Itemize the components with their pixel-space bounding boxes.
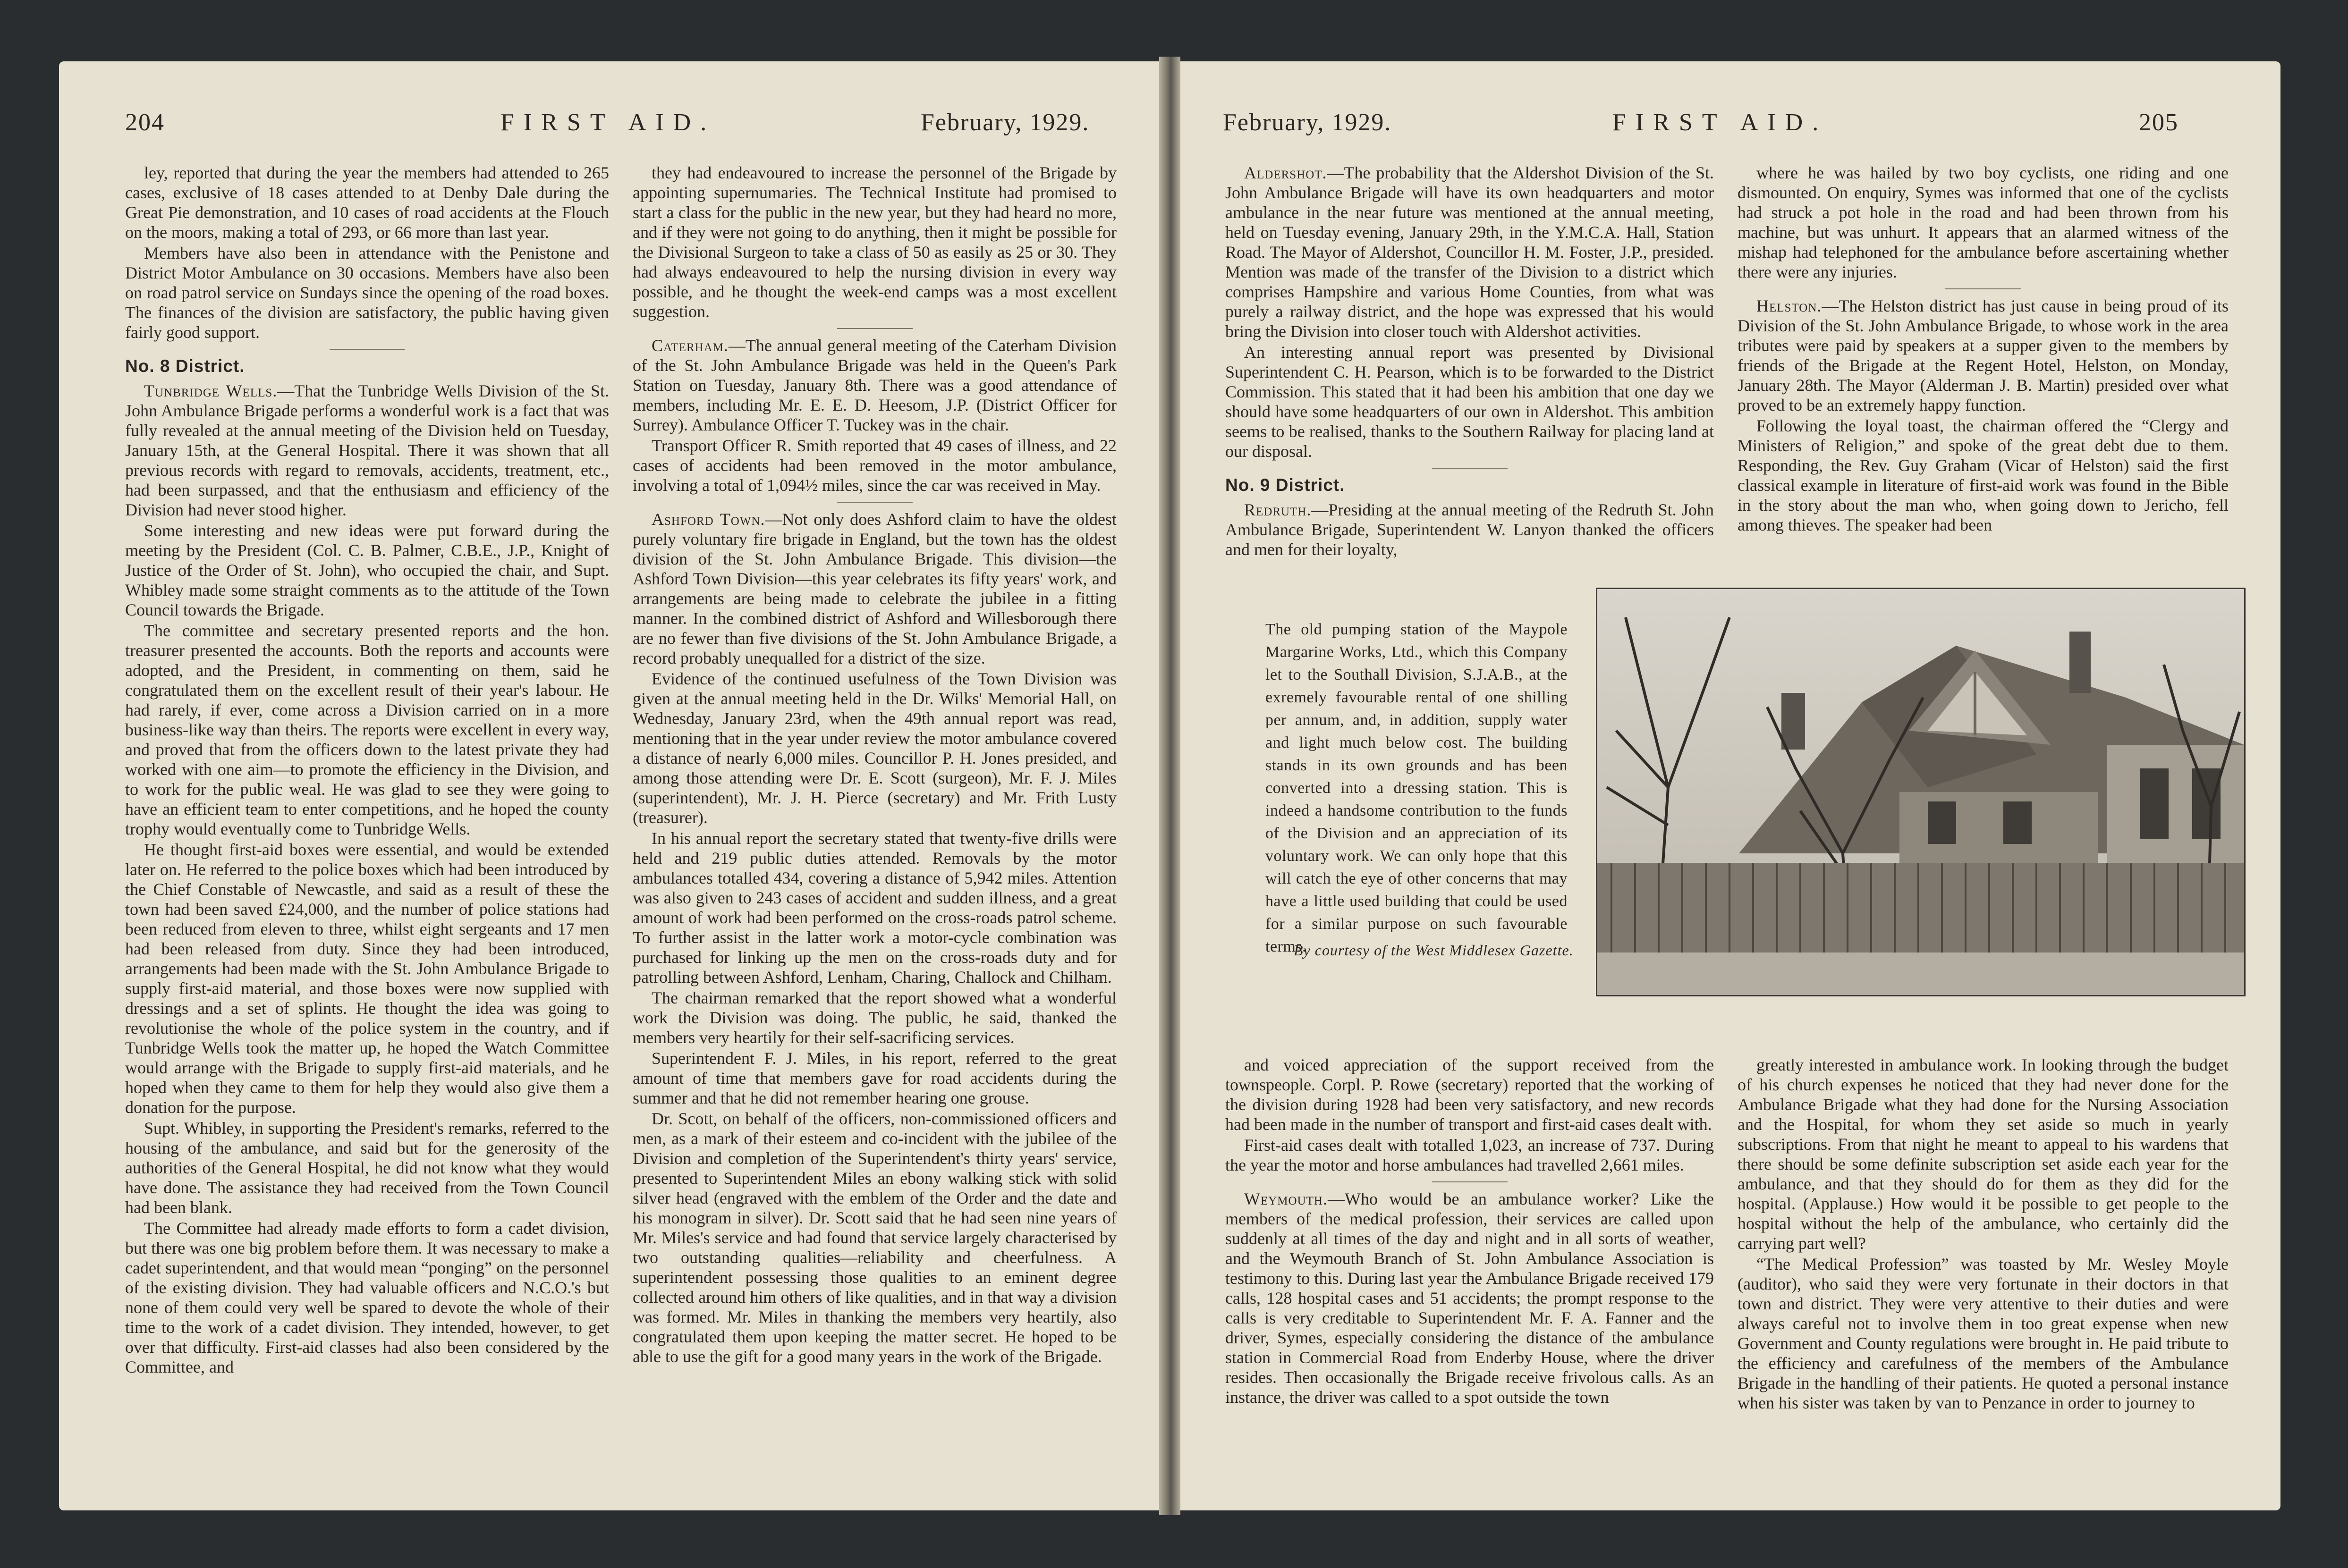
article-paragraph (633, 1048, 1117, 1108)
article-paragraph (633, 828, 1117, 987)
paragraph-text: In his annual report the secretary stated that twenty-five drills were held and 219 public duties attended. Removals by the motor ambulances totalled 434, covering a distance of 5,942 miles. Attention was also given to 243 cases of accident and sudden illness, and a great amount of work had been performed on the cross-roads patrol scheme. To further assist in the latter work a motor-cycle combination was purchased for linking up the men on the cross-roads duty and for patrolling between Ashford, Lenham, Charing, Challock and Chilham. (633, 829, 1117, 986)
paragraph-text: Supt. Whibley, in supporting the President's remarks, referred to the housing of the ambulance, and said but for the generosity of the authorities of the General Hospital, he did not know what they would have done. The assistance they had received from the Town Council had been blank. (125, 1119, 609, 1217)
article-paragraph (125, 521, 609, 620)
article-paragraph (1225, 1135, 1714, 1175)
page-number-left: 204 (125, 109, 165, 136)
place-name-lead: Tunbridge Wells. (144, 381, 278, 400)
right-bottom-column-1 (1225, 1055, 1714, 1487)
article-paragraph (125, 1218, 609, 1377)
article-paragraph (633, 988, 1117, 1047)
page-number-right: 205 (2139, 109, 2178, 136)
paragraph-text: ley, reported that during the year the members had attended to 265 cases, exclusive of 18 cases attended to at Denby Dale during the Great Pie demonstration, and 10 cases of road accidents at the Flouch on the moors, making a total of 293, or 66 more than last year. (125, 163, 609, 242)
book-spine (1159, 57, 1180, 1515)
paragraph-text: greatly interested in ambulance work. In looking through the budget of his church expenses he noticed that they had never done for the Ambulance Brigade what they had done for the Nursing Association and the Hospital, for whom they set aside so much in yearly subscriptions. From that night he meant to appeal to his wardens that there should be some definite subscription set aside each year for the ambulance, and that they should do for them as they did for the hospital. (Applause.) How would it be possible to get people to the hospital without the help of the ambulance, who certainly did the carrying part well? (1738, 1055, 2229, 1253)
paragraph-text: Superintendent F. J. Miles, in his report, referred to the great amount of time that members gave for road accidents during the summer and that he did not remember hearing one grouse. (633, 1049, 1117, 1107)
right-top-column-1 (1225, 163, 1714, 578)
paragraph-text: The Committee had already made efforts to form a cadet division, but there was one big problem before them. It was necessary to make a cadet superintendent, and that would mean “ponging” on the personnel of the existing division. They had valuable officers and N.C.O.'s but none of them could very well be spared to devote the whole of their time to the work of a cadet division. They intended, however, to get over that difficulty. First-aid classes had also been considered by the Committee, and (125, 1219, 609, 1376)
section-divider (837, 502, 913, 503)
article-paragraph (633, 336, 1117, 435)
article-paragraph (125, 381, 609, 520)
paragraph-text: An interesting annual report was presented by Divisional Superintendent C. H. Pearson, which is to be forwarded to the District Commission. This stated that it had been his ambition that one day we should have some headquarters of our own in Aldershot. This ambition seems to be realised, thanks to the Southern Railway for placing land at our disposal. (1225, 343, 1714, 461)
article-paragraph (1738, 296, 2229, 415)
article-paragraph (633, 436, 1117, 495)
article-paragraph (633, 669, 1117, 827)
right-top-column-2 (1738, 163, 2229, 578)
article-paragraph (1738, 163, 2229, 282)
place-name-lead: Helston. (1756, 296, 1822, 315)
paragraph-text: and voiced appreciation of the support received from the townspeople. Corpl. P. Rowe (secretary) reported that the working of the division during 1928 had been very satisfactory, and new records had been made in the number of transport and first-aid cases dealt with. (1225, 1055, 1714, 1134)
left-column-2 (633, 163, 1117, 1489)
paragraph-text: —Not only does Ashford claim to have the oldest purely voluntary fire brigade in England, but the town has the oldest division of the St. John Ambulance Brigade. This division—the Ashford Town Division—this year celebrates its fifty years' work, and arrangements are being made to celebrate the jubilee in a fitting manner. In the combined district of Ashford and Willesborough there are no fewer than five divisions of the St. John Ambulance Brigade, a record probably unequalled for a district of the size. (633, 510, 1117, 667)
paragraph-text: —Presiding at the annual meeting of the Redruth St. John Ambulance Brigade, Superintendent W. Lanyon thanked the officers and men for their loyalty, (1225, 500, 1714, 559)
article-paragraph (1225, 163, 1714, 341)
running-date-right: February, 1929. (1223, 109, 1392, 136)
paragraph-text: Transport Officer R. Smith reported that 49 cases of illness, and 22 cases of accidents had been removed in the motor ambulance, involving a total of 1,094½ miles, since the car was received in May. (633, 436, 1117, 495)
photo-credit: By courtesy of the West Middlesex Gazette. (1294, 942, 1574, 959)
article-paragraph (1225, 500, 1714, 559)
section-divider (837, 328, 913, 329)
paragraph-text: —The annual general meeting of the Caterham Division of the St. John Ambulance Brigade was held in the Queen's Park Station on Tuesday, January 8th. There was a good attendance of members, including Mr. E. E. D. Heesom, J.P. (District Officer for Surrey). Ambulance Officer T. Tuckey was in the chair. (633, 336, 1117, 434)
paragraph-text: Some interesting and new ideas were put forward during the meeting by the President (Col. C. B. Palmer, C.B.E., J.P., Knight of Justice of the Order of St. John), who occupied the chair, and Supt. Whibley made some straight comments as to the attitude of the Town Council towards the Brigade. (125, 521, 609, 619)
paragraph-text: Following the loyal toast, the chairman offered the “Clergy and Ministers of Religion,” and spoke of the great debt due to them. Responding, the Rev. Guy Graham (Vicar of Helston) said the first classical example in literature of first-aid work was found in the Bible in the story about the man who, when going down to Jericho, fell among thieves. The speaker had been (1738, 416, 2229, 534)
left-column-1 (125, 163, 609, 1489)
section-divider (1945, 288, 2021, 289)
section-divider (330, 349, 405, 350)
article-paragraph (1738, 416, 2229, 535)
place-name-lead: Redruth. (1244, 500, 1312, 519)
section-divider (1432, 1181, 1508, 1182)
article-paragraph (1738, 1055, 2229, 1253)
left-page (59, 61, 1159, 1510)
right-page (1180, 61, 2280, 1510)
article-paragraph (633, 1109, 1117, 1366)
running-title-left: FIRST AID. (500, 109, 716, 136)
house-illustration (1597, 589, 2244, 995)
right-bottom-column-2 (1738, 1055, 2229, 1487)
caption-text: The old pumping station of the Maypole Margarine Works, Ltd., which this Company let to the Southall Division, S.J.A.B., at the exremely favourable rental of one shilling per annum, and, in addition, supply water and light much below cost. The building stands in its own grounds and has been converted into a dressing station. This is indeed a handsome contribution to the funds of the Division and an appreciation of its voluntary work. We can only hope that this will catch the eye of other concerns that may have a little used building that could be used for a similar purpose on such favourable terms. (1265, 621, 1568, 955)
paragraph-text: —The probability that the Aldershot Division of the St. John Ambulance Brigade will have its own headquarters and motor ambulance in the near future was mentioned at the annual meeting, held on Tuesday evening, January 29th, in the Y.M.C.A. Hall, Station Road. The Mayor of Aldershot, Councillor H. M. Foster, J.P., presided. Mention was made of the transfer of the Division to a district which comprises Hampshire and various Home Counties, from what was purely a railway district, and the hope was expressed that his would bring the Division into closer touch with Aldershot activities. (1225, 163, 1714, 341)
paragraph-text: “The Medical Profession” was toasted by Mr. Wesley Moyle (auditor), who said they were very fortunate in their doctors in that town and district. They were very attentive to their duties and were always careful not to involve them in too great expense when new Government and County regulations were brought in. He paid tribute to the efficiency and carefulness of the members of the Ambulance Brigade in the handling of their patients. He quoted a personal instance when his sister was taken by van to Penzance in order to journey to (1738, 1255, 2229, 1412)
article-paragraph (125, 1118, 609, 1217)
article-paragraph (125, 840, 609, 1117)
article-paragraph (633, 163, 1117, 321)
place-name-lead: Aldershot. (1244, 163, 1327, 182)
district-heading: No. 9 District. (1225, 475, 1345, 495)
place-name-lead: Ashford Town. (652, 510, 765, 529)
running-title-right: FIRST AID. (1612, 109, 1828, 136)
article-paragraph (125, 163, 609, 242)
paragraph-text: He thought first-aid boxes were essential, and would be extended later on. He referred to the police boxes which had been introduced by the Chief Constable of Newcastle, and said as a result of these the town had been saved £24,000, and the number of police stations had been reduced from eleven to three, whilst eight sergeants and 17 men had been released from duty. Since they had been introduced, arrangements had been made with the St. John Ambulance Brigade to supply first-aid material, and those boxes were now supplied with dressings and a set of splints. He thought the idea was going to revolutionise the whole of the police system in the country, and if Tunbridge Wells took the matter up, he hoped the Watch Committee would arrange with the Brigade to supply first-aid materials, and he hoped when they came to them for help they would also give them a donation for the purpose. (125, 840, 609, 1117)
article-paragraph (125, 243, 609, 342)
paragraph-text: —Who would be an ambulance worker? Like the members of the medical profession, their services are called upon suddenly at all times of the day and night and in all sorts of weather, and the Weymouth Branch of St. John Ambulance Association is testimony to this. During last year the Ambulance Brigade received 179 calls, 128 hospital cases and 51 accidents; the prompt response to the calls is very creditable to Superintendent Mr. F. A. Fanner and the driver, Symes, especially considering the distance of the ambulance station in Commercial Road from Enderby House, where the driver resides. Then occasionally the Brigade receive frivolous calls. As an instance, the driver was called to a spot outside the town (1225, 1189, 1714, 1407)
paragraph-text: Dr. Scott, on behalf of the officers, non-commissioned officers and men, as a mark of their esteem and co-incident with the jubilee of the Division and completion of the Superintendent's thirty years' service, presented to Superintendent Miles an ebony walking stick with solid silver head (engraved with the emblem of the Order and the date and his monogram in silver). Dr. Scott said that he had seen nine years of Mr. Miles's service and had found that service largely characterised by two outstanding qualities—reliability and cheerfulness. A superintendent possessing those qualities to an eminent degree collected around him others of like qualities, and in that way a division was formed. Mr. Miles in thanking the members very heartily, also congratulated them upon keeping the matter secret. He hoped to be able to use the gift for a good many years in the work of the Brigade. (633, 1109, 1117, 1366)
article-paragraph (1225, 342, 1714, 461)
article-paragraph (1225, 1055, 1714, 1134)
paragraph-text: they had endeavoured to increase the personnel of the Brigade by appointing supernumaries. The Technical Institute had promised to start a class for the public in the new year, but they had heard no more, and if they were not going to do anything, then it might be possible for the Divisional Surgeon to take a class of 50 as easily as 25 or 30. They had always endeavoured to help the nursing division in every way possible, and he thought the week-end camps was a most excellent suggestion. (633, 163, 1117, 321)
paragraph-text: —That the Tunbridge Wells Division of the St. John Ambulance Brigade performs a wonderful work is a fact that was fully revealed at the annual meeting of the Division held on Tuesday, January 15th, at the General Hospital. There it was shown that all previous records with regard to removals, accidents, treatment, etc., had been surpassed, and that the enthusiasm and efficiency of the Division had never stood higher. (125, 381, 609, 519)
article-paragraph (1738, 1254, 2229, 1413)
place-name-lead: Weymouth. (1244, 1189, 1328, 1208)
district-heading: No. 8 District. (125, 356, 245, 376)
article-paragraph (1225, 1189, 1714, 1407)
paragraph-text: Members have also been in attendance with the Penistone and District Motor Ambulance on 30 occasions. Members have also been on road patrol service on Sundays since the opening of the road boxes. The finances of the division are satisfactory, the public having given fairly good support. (125, 244, 609, 342)
paragraph-text: The committee and secretary presented reports and the hon. treasurer presented the accounts. Both the reports and accounts were adopted, and the President, in commenting on them, said he congratulated them on the excellent result of their year's labour. He had rarely, if ever, come across a Division carried on in a more business-like way than theirs. The reports were excellent in every way, and proved that from the officers down to the latest private they had worked with one aim—to promote the efficiency in the Division, and to work for the public weal. He was glad to see they were going to have an efficient team to enter competitions, and he hoped the county trophy would eventually come to Tunbridge Wells. (125, 621, 609, 838)
running-date-left: February, 1929. (921, 109, 1090, 136)
paragraph-text: where he was hailed by two boy cyclists, one riding and one dismounted. On enquiry, Symes was informed that one of the cyclists had struck a pot hole in the road and had been thrown from his machine, but was unhurt. It appears that an alarmed witness of the mishap had telephoned for the ambulance before ascertaining whether there were any injuries. (1738, 163, 2229, 281)
section-divider (1432, 468, 1508, 469)
paragraph-text: Evidence of the continued usefulness of the Town Division was given at the annual meeting held in the Dr. Wilks' Memorial Hall, on Wednesday, January 23rd, when the 49th annual report was read, mentioning that in the year under review the motor ambulance covered a distance of nearly 6,000 miles. Councillor P. H. Jones presided, and among those attending were Dr. E. Scott (surgeon), Mr. F. J. Miles (superintendent), Mr. J. H. Pierce (secretary) and Mr. Frith Lusty (treasurer). (633, 669, 1117, 827)
article-paragraph (633, 509, 1117, 668)
place-name-lead: Caterham. (652, 336, 729, 355)
paragraph-text: First-aid cases dealt with totalled 1,023, an increase of 737. During the year the motor and horse ambulances had travelled 2,661 miles. (1225, 1136, 1714, 1174)
pumping-station-photo (1596, 588, 2246, 996)
paragraph-text: —The Helston district has just cause in being proud of its Division of the St. John Ambulance Brigade, to whose work in the area tributes were paid by speakers at a supper given to the members by friends of the Brigade at the Regent Hotel, Helston, on Monday, January 28th. The Mayor (Alderman J. B. Martin) presided over what proved to be an extremely happy function. (1738, 296, 2229, 414)
article-paragraph (125, 621, 609, 839)
photo-caption (1265, 618, 1568, 958)
paragraph-text: The chairman remarked that the report showed what a wonderful work the Division was doing. The public, he said, thanked the members very heartily for their self-sacrificing services. (633, 988, 1117, 1047)
